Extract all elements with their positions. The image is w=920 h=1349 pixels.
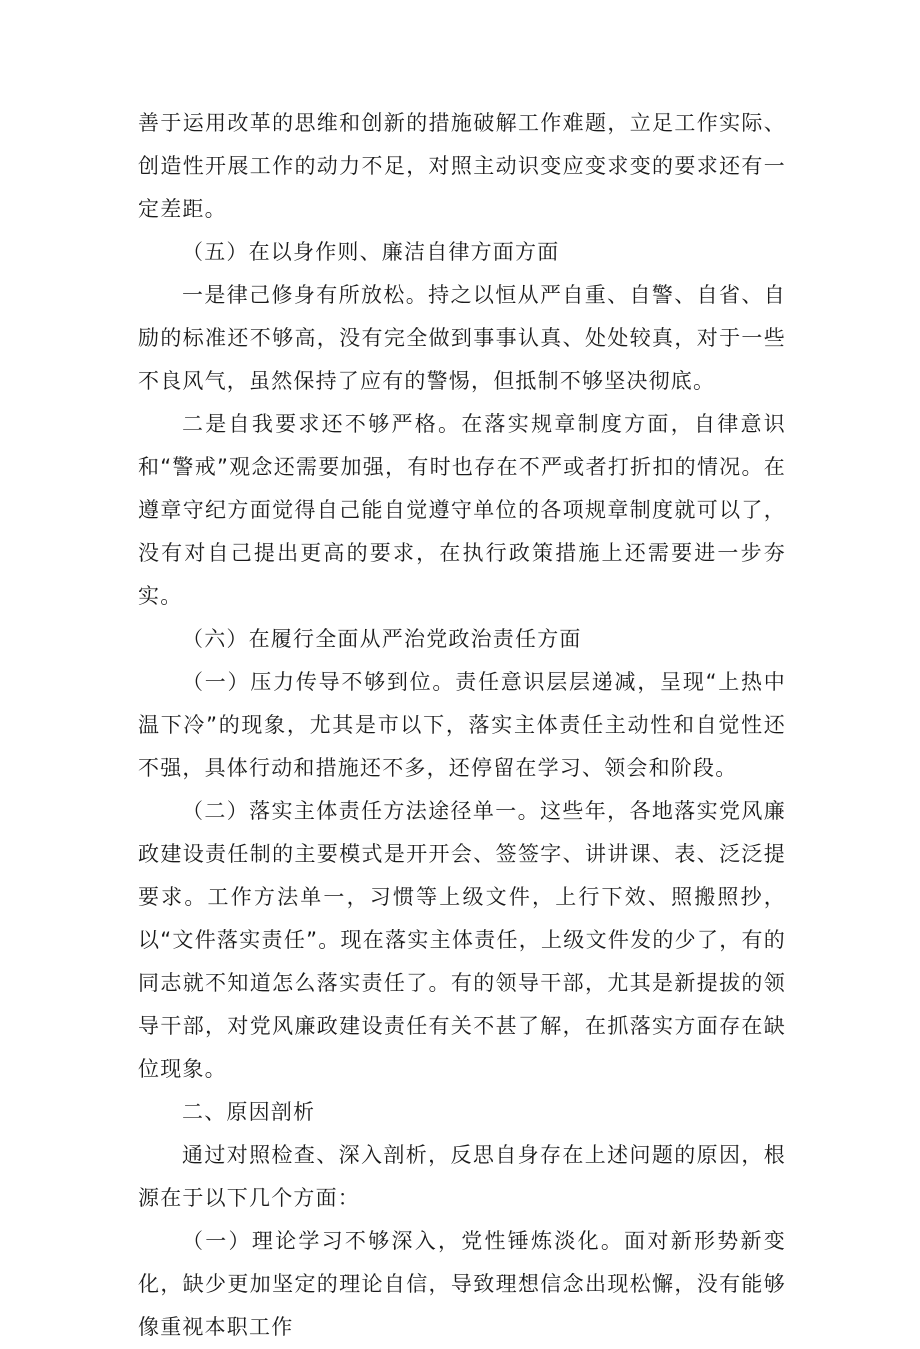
body-paragraph: （一）压力传导不够到位。责任意识层层递减，呈现“上热中温下冷”的现象，尤其是市以下，落实主体责任主动性和自觉性还不强，具体行动和措施还不多，还停留在学习、领会和阶段。	[138, 670, 786, 780]
body-paragraph: 通过对照检查、深入剖析，反思自身存在上述问题的原因，根源在于以下几个方面：	[138, 1143, 786, 1210]
section-heading-6: （六）在履行全面从严治党政治责任方面	[182, 627, 582, 651]
document-body	[138, 102, 786, 1349]
body-paragraph: （二）落实主体责任方法途径单一。这些年，各地落实党风廉政建设责任制的主要模式是开开会、签签字、讲讲课、表、泛泛提要求。工作方法单一，习惯等上级文件，上行下效、照搬照抄，以“文件落实责任”。现在落实主体责任，上级文件发的少了，有的同志就不知道怎么落实责任了。有的领导干部，尤其是新提拔的领导干部，对党风廉政建设责任有关不甚了解，在抓落实方面存在缺位现象。	[138, 799, 786, 1081]
section-heading-cause-analysis: 二、原因剖析	[182, 1100, 316, 1124]
body-paragraph: 二是自我要求还不够严格。在落实规章制度方面，自律意识和“警戒”观念还需要加强，有时也存在不严或者打折扣的情况。在遵章守纪方面觉得自己能自觉遵守单位的各项规章制度就可以了，没有对自己提出更高的要求，在执行政策措施上还需要进一步夯实。	[138, 412, 786, 608]
body-paragraph: （一）理论学习不够深入，党性锤炼淡化。面对新形势新变化，缺少更加坚定的理论自信，导致理想信念出现松懈，没有能够像重视本职工作	[138, 1229, 786, 1339]
continuation-paragraph: 善于运用改革的思维和创新的措施破解工作难题，立足工作实际、创造性开展工作的动力不足，对照主动识变应变求变的要求还有一定差距。	[138, 111, 786, 221]
body-paragraph: 一是律己修身有所放松。持之以恒从严自重、自警、自省、自励的标准还不够高，没有完全做到事事认真、处处较真，对于一些不良风气，虽然保持了应有的警惕，但抵制不够坚决彻底。	[138, 283, 786, 393]
section-heading-5: （五）在以身作则、廉洁自律方面方面	[182, 240, 560, 264]
